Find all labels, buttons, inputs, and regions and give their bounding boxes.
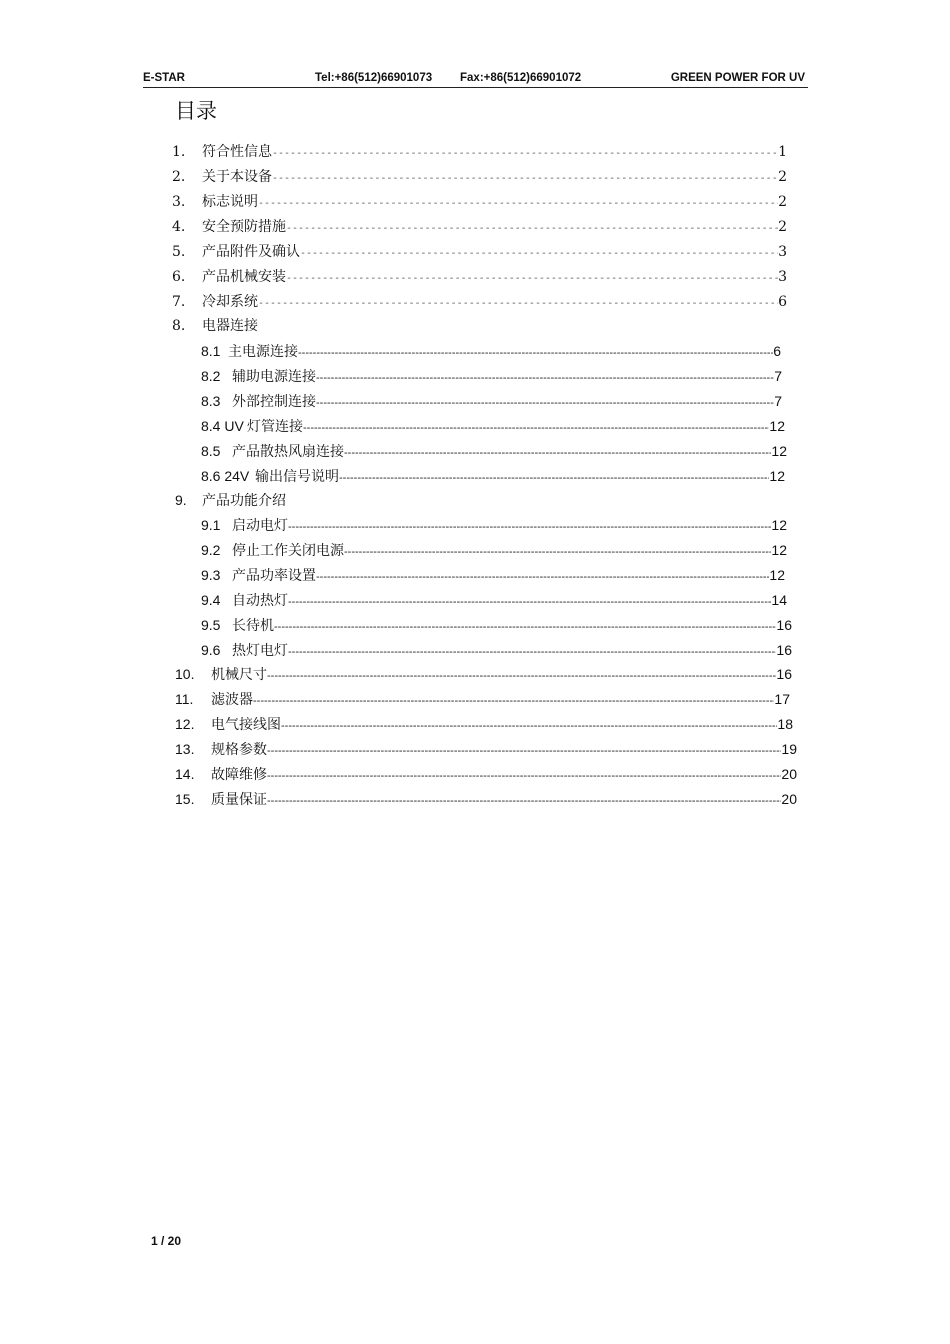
toc-entry-page: 12	[771, 542, 787, 558]
toc-entry-title: 标志说明	[202, 194, 258, 210]
toc-entry-number: 1.	[172, 144, 186, 160]
toc-entry-title: 安全预防措施	[202, 219, 286, 235]
page-number: 1 / 20	[151, 1234, 182, 1248]
toc-entry-number: 8.5	[201, 443, 221, 459]
toc-entry-page: 2	[778, 169, 787, 185]
toc-leader-dashes	[272, 173, 778, 184]
toc-entry-page: 2	[778, 219, 787, 235]
toc-entry-title: 机械尺寸	[211, 667, 267, 683]
toc-entry-title: 滤波器	[211, 692, 253, 708]
toc-entry-page: 12	[771, 517, 787, 533]
toc-leader-dashes	[253, 695, 774, 707]
toc-leader-dashes	[316, 571, 769, 583]
toc-entry[interactable]	[175, 789, 797, 809]
toc-entry[interactable]	[172, 191, 787, 211]
toc-entry-title: 启动电灯	[232, 518, 288, 534]
toc-leader-dashes	[267, 770, 781, 782]
toc-entry-title: 自动热灯	[232, 593, 288, 609]
toc-entry[interactable]	[201, 540, 787, 560]
toc-leader-dashes	[274, 621, 776, 633]
toc-entry-number: 9.5	[201, 617, 221, 633]
toc-entry-title: 故障维修	[211, 767, 267, 783]
toc-entry-page: 7	[774, 368, 782, 384]
toc-entry-title: 产品功能介绍	[202, 493, 286, 509]
toc-entry[interactable]	[201, 515, 787, 535]
toc-leader-dashes	[267, 745, 781, 757]
toc-entry[interactable]	[201, 441, 787, 461]
toc-leader-dashes	[344, 546, 771, 558]
toc-leader-dashes	[300, 248, 778, 259]
toc-entry-number: 8.1	[201, 343, 221, 359]
toc-leader-dashes	[316, 397, 774, 409]
toc-leader-dashes	[286, 273, 778, 284]
toc-entry-title: 电气接线图	[211, 717, 281, 733]
toc-entry-number: 2.	[172, 169, 186, 185]
toc-entry-number: 7.	[172, 294, 186, 310]
toc-leader-dashes	[288, 521, 771, 533]
toc-leader-dashes	[344, 447, 771, 459]
toc-leader-dashes	[339, 472, 769, 484]
toc-entry-number: 8.2	[201, 368, 221, 384]
company-name: E-STAR	[143, 72, 185, 84]
toc-leader-dashes	[286, 223, 778, 234]
toc-entry-page: 6	[778, 294, 787, 310]
toc-entry[interactable]	[172, 291, 787, 311]
toc-entry-page: 12	[769, 567, 785, 583]
toc-entry-title: 符合性信息	[202, 144, 272, 160]
toc-entry-number: 9.4	[201, 592, 221, 608]
toc-entry-number: 8.6 24V	[201, 468, 250, 484]
toc-entry-number: 9.	[175, 492, 187, 508]
toc-entry-number: 6.	[172, 269, 186, 285]
toc-entry-title: 产品散热风扇连接	[232, 444, 344, 460]
toc-entry[interactable]	[172, 216, 787, 236]
toc-entry-title: 主电源连接	[228, 344, 298, 360]
toc-entry[interactable]	[201, 466, 785, 486]
toc-entry-number: 14.	[175, 766, 195, 782]
toc-entry-page: 12	[769, 418, 785, 434]
toc-entry-page: 2	[778, 194, 787, 210]
toc-entry-page: 16	[776, 666, 792, 682]
toc-entry-number: 15.	[175, 791, 195, 807]
toc-entry-number: 9.3	[201, 567, 221, 583]
toc-entry-number: 8.3	[201, 393, 221, 409]
toc-entry-page: 20	[781, 766, 797, 782]
toc-leader-dashes	[288, 596, 771, 608]
toc-entry-page: 16	[776, 642, 792, 658]
toc-entry-page: 12	[771, 443, 787, 459]
toc-entry[interactable]	[201, 615, 792, 635]
toc-entry-number: 13.	[175, 741, 195, 757]
toc-entry[interactable]	[201, 565, 785, 585]
toc-entry-number: 9.1	[201, 517, 221, 533]
fax: Fax:+86(512)66901072	[460, 72, 582, 84]
toc-entry-page: 17	[774, 691, 790, 707]
toc-entry-title: 关于本设备	[202, 169, 272, 185]
toc-entry-page: 7	[774, 393, 782, 409]
toc-entry-number: 9.2	[201, 542, 221, 558]
toc-entry-title: 停止工作关闭电源	[232, 543, 344, 559]
toc-entry[interactable]	[175, 490, 787, 510]
toc-entry[interactable]	[175, 664, 792, 684]
toc-leader-dashes	[258, 298, 778, 309]
toc-entry-number: 11.	[175, 691, 194, 707]
toc-entry-title: 输出信号说明	[255, 469, 339, 485]
toc-leader-dashes	[267, 795, 781, 807]
toc-entry-title: 产品附件及确认	[202, 244, 300, 260]
toc-leader-dashes	[288, 646, 776, 658]
toc-entry-page: 1	[778, 144, 787, 160]
toc-leader-dashes	[281, 720, 777, 732]
toc-entry[interactable]	[172, 141, 787, 161]
toc-entry[interactable]	[201, 590, 787, 610]
telephone: Tel:+86(512)66901073	[315, 72, 433, 84]
toc-leader-dashes	[267, 670, 776, 682]
toc-entry-number: 8.	[172, 318, 186, 334]
toc-entry-title: 质量保证	[211, 792, 267, 808]
toc-entry-title: 辅助电源连接	[232, 369, 316, 385]
toc-entry-page: 14	[771, 592, 787, 608]
toc-entry[interactable]	[201, 391, 782, 411]
toc-entry-title: 冷却系统	[202, 294, 258, 310]
toc-leader-dashes	[258, 198, 778, 209]
toc-entry-number: 10.	[175, 666, 195, 682]
toc-entry[interactable]	[201, 366, 782, 386]
toc-entry-page: 19	[781, 741, 797, 757]
toc-entry-number: 9.6	[201, 642, 221, 658]
toc-entry[interactable]	[201, 416, 785, 436]
toc-entry-title: 灯管连接	[247, 419, 303, 435]
toc-leader-dashes	[272, 148, 778, 159]
toc-entry-title: 产品功率设置	[232, 568, 316, 584]
toc-entry-number: 8.4 UV	[201, 418, 244, 434]
toc-entry[interactable]	[201, 640, 792, 660]
toc-entry-number: 3.	[172, 194, 186, 210]
toc-leader-dashes	[298, 347, 773, 359]
toc-entry-number: 4.	[172, 219, 186, 235]
toc-entry[interactable]	[175, 714, 793, 734]
toc-entry[interactable]	[172, 241, 787, 261]
toc-leader-dashes	[303, 422, 769, 434]
toc-entry-number: 12.	[175, 716, 195, 732]
toc-entry[interactable]	[175, 764, 797, 784]
toc-leader-dashes	[316, 372, 774, 384]
toc-entry-title: 长待机	[232, 618, 274, 634]
toc-entry-page: 20	[781, 791, 797, 807]
toc-entry-title: 热灯电灯	[232, 643, 288, 659]
toc-entry-page: 3	[778, 269, 787, 285]
toc-entry[interactable]	[172, 315, 787, 335]
toc-entry-page: 18	[777, 716, 793, 732]
toc-entry-page: 3	[778, 244, 787, 260]
toc-entry-page: 12	[769, 468, 785, 484]
toc-entry-page: 16	[776, 617, 792, 633]
toc-entry[interactable]	[201, 341, 781, 361]
toc-entry[interactable]	[172, 166, 787, 186]
toc-entry-number: 5.	[172, 244, 186, 260]
toc-entry[interactable]	[175, 739, 797, 759]
toc-entry[interactable]	[172, 266, 787, 286]
toc-entry-title: 规格参数	[211, 742, 267, 758]
page-title: 目录	[175, 99, 217, 123]
slogan: GREEN POWER FOR UV	[670, 72, 805, 84]
toc-entry-title: 外部控制连接	[232, 394, 316, 410]
toc-entry-title: 产品机械安装	[202, 269, 286, 285]
toc-entry[interactable]	[175, 689, 790, 709]
toc-entry-page: 6	[773, 343, 781, 359]
toc-entry-title: 电器连接	[202, 318, 258, 334]
